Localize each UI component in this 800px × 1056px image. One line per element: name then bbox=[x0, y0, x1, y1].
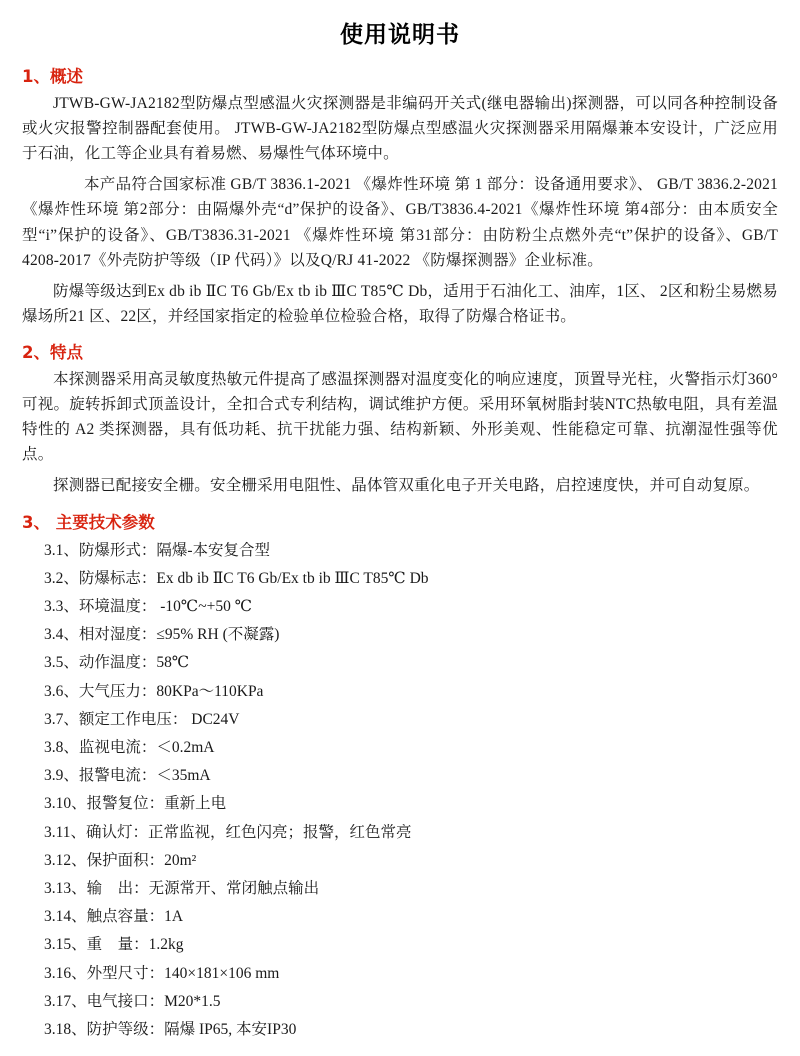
spec-item: 3.4、相对湿度：≤95% RH (不凝露) bbox=[44, 626, 280, 644]
spec-item: 3.10、报警复位：重新上电 bbox=[44, 795, 227, 813]
overview-paragraph-1: JTWB-GW-JA2182型防爆点型感温火灾探测器是非编码开关式(继电器输出)探测器，可以同各种控制设备或火灾报警控制器配套使用。 JTWB-GW-JA2182型防爆点型感温火灾探测器采用隔爆兼本安设计，广泛应用于石油，化工等企业具有着易燃、易爆性气体环境中。 bbox=[22, 95, 778, 163]
spec-item: 3.9、报警电流：＜35mA bbox=[44, 767, 211, 785]
section-heading-overview: 1、概述 bbox=[22, 67, 83, 86]
specifications-list bbox=[22, 537, 778, 1045]
features-paragraph-2: 探测器已配接安全栅。安全栅采用电阻性、晶体管双重化电子开关电路，启控速度快，并可自动复原。 bbox=[53, 477, 760, 495]
spec-item: 3.18、防护等级：隔爆 IP65, 本安IP30 bbox=[44, 1020, 297, 1038]
spec-item: 3.3、环境温度： -10℃~+50 ℃ bbox=[44, 597, 253, 615]
overview-paragraph-2: 本产品符合国家标准 GB/T 3836.1-2021 《爆炸性环境 第 1 部分：设备通用要求》、 GB/T 3836.2-2021《爆炸性环境 第2部分：由隔爆外壳“d”保护的设备》、GB/T3836.4-2021《爆炸性环境 第4部分：由本质安全型“i”保护的设备》、GB/T3836.31-2021 《爆炸性环境 第31部分：由防粉尘点燃外壳“t”保护的设备》、GB/T 4208-2017《外壳防护等级（IP 代码）》以及Q/RJ 41-2022 《防爆探测器》企业标准。 bbox=[22, 176, 778, 269]
spec-item: 3.16、外型尺寸：140×181×106 mm bbox=[44, 964, 280, 982]
spec-item: 3.11、确认灯：正常监视，红色闪亮；报警，红色常亮 bbox=[44, 823, 412, 841]
spec-item: 3.5、动作温度：58℃ bbox=[44, 654, 190, 672]
spec-item: 3.2、防爆标志：Ex db ib ⅡC T6 Gb/Ex tb ib ⅢC T85℃ Db bbox=[44, 569, 429, 587]
spec-item: 3.15、重 量：1.2kg bbox=[44, 936, 184, 954]
spec-item: 3.13、输 出：无源常开、常闭触点输出 bbox=[44, 879, 320, 897]
spec-item: 3.12、保护面积：20m² bbox=[44, 851, 197, 869]
features-paragraph-1: 本探测器采用高灵敏度热敏元件提高了感温探测器对温度变化的响应速度，顶置导光柱，火警指示灯360°可视。旋转拆卸式顶盖设计，全扣合式专利结构，调试维护方便。采用环氧树脂封装NTC热敏电阻，具有差温特性的 A2 类探测器，具有低功耗、抗干扰能力强、结构新颖、外形美观、性能稳定可靠、抗潮湿性强等优点。 bbox=[22, 370, 778, 464]
section-heading-features: 2、特点 bbox=[22, 342, 83, 362]
spec-item: 3.14、触点容量：1A bbox=[44, 908, 184, 926]
spec-item: 3.6、大气压力：80KPa～110KPa bbox=[44, 682, 264, 700]
spec-item: 3.17、电气接口：M20*1.5 bbox=[44, 992, 221, 1010]
spec-item: 3.1、防爆形式：隔爆-本安复合型 bbox=[44, 541, 271, 559]
spec-item: 3.8、监视电流：＜0.2mA bbox=[44, 738, 215, 756]
overview-paragraph-3: 防爆等级达到Ex db ib ⅡC T6 Gb/Ex tb ib ⅢC T85℃ Db，适用于石油化工、油库，1区、 2区和粉尘易燃易爆场所21 区、22区，并经国家指定的检验单位检验合格，取得了防爆合格证书。 bbox=[22, 282, 778, 325]
spec-item: 3.7、额定工作电压： DC24V bbox=[44, 710, 240, 728]
page-title: 使用说明书 bbox=[340, 22, 460, 48]
section-heading-specifications: 3、 主要技术参数 bbox=[22, 512, 155, 532]
